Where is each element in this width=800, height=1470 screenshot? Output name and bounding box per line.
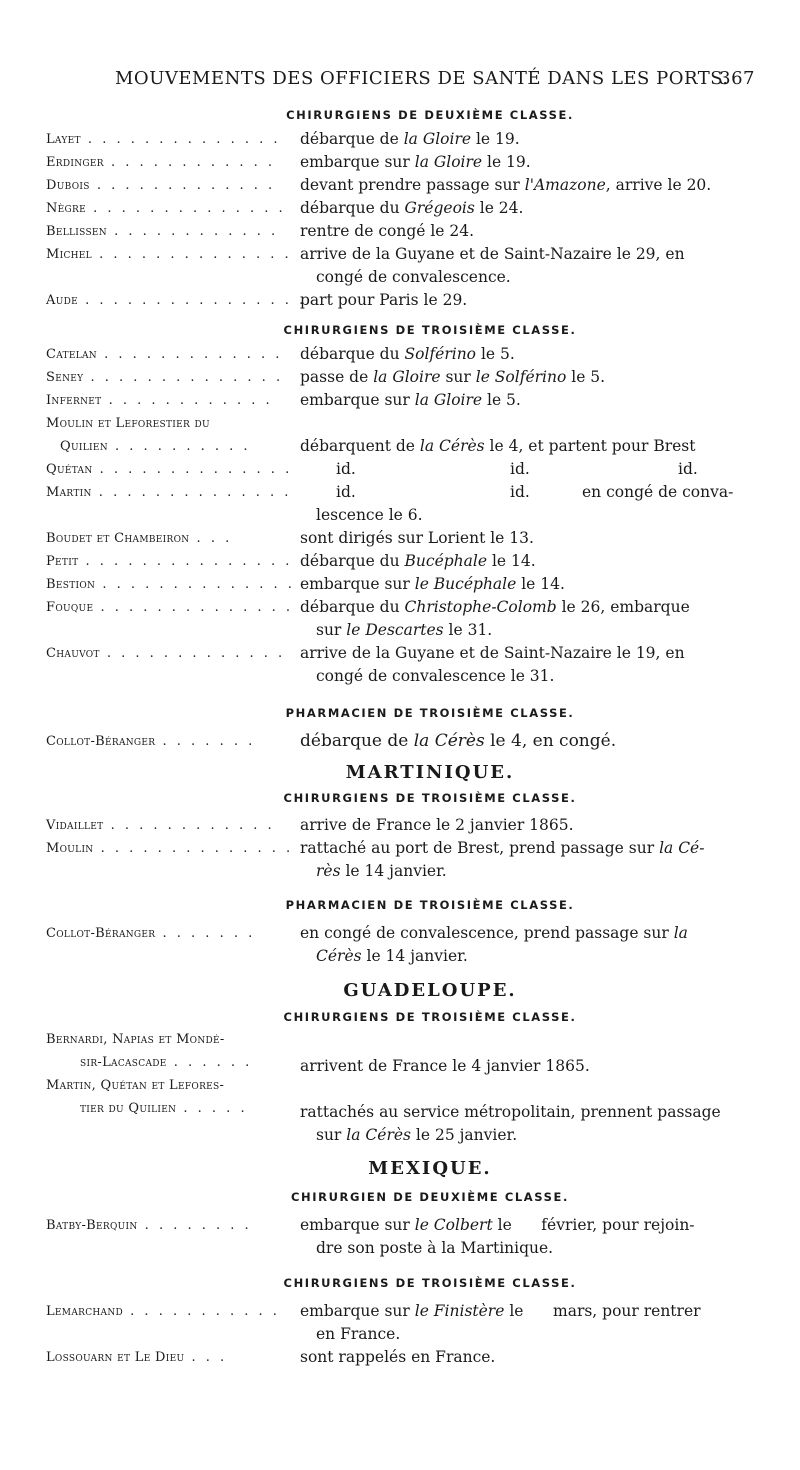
officer-name: Moulin et Leforestier du: [46, 416, 210, 431]
officer-name: Collot-Béranger . . . . . . .: [46, 926, 256, 941]
page-header: [115, 68, 755, 92]
officer-name: Bellissen . . . . . . . . . . . .: [46, 224, 279, 239]
officer-name: Erdinger . . . . . . . . . . . .: [46, 155, 276, 170]
ship-name: la: [673, 924, 688, 942]
ship-name: la Cérès: [413, 731, 485, 751]
officer-name: Bestion . . . . . . . . . . . . . .: [46, 577, 295, 592]
officer-name: Martin . . . . . . . . . . . . . .: [46, 485, 292, 500]
entry-text: débarque de la Gloire le 19.: [300, 130, 520, 148]
entry-text: arrive de la Guyane et de Saint-Nazaire le 19, en congé de convalescence le 31.: [300, 644, 685, 685]
colony-heading: MEXIQUE.: [368, 1158, 492, 1179]
document-page: MOUVEMENTS DES OFFICIERS DE SANTÉ DANS LES PORTS. 367 CHIRURGIENS DE DEUXIÈME CLASSE. Layet . . . . . . . . . . . . . . débarque de la Gloire le 19. Erdinger . . . . . . . . . . . . embarque sur la Gloire le 19. Dubois . . . . . . . . . . . . . devant prendre passage sur l'Amazone, arrive le 20. Nègre . . . . . . . . . . . . . . débarque du Grégeois le 24. Bellissen . . . . . . . . . . . . rentre de congé le 24. Michel . . . . . . . . . . . . . . arrive de la Guyane et de Saint-Nazaire le 29, en congé de convalescence. Aude . . . . . . . . . . . . . . . . part pour Paris le 29. CHIRURGIENS DE TROISIÈME CLASSE. Catelan . . . . . . . . . . . . . débarque du Solférino le 5. Seney . . . . . . . . . . . . . . passe de la Gloire sur le Solférino le 5. Infernet . . . . . . . . . . . . embarque sur la Gloire le 5. Moulin et Leforestier du Quilien . . . . . . . . . . débarquent de la Cérès le 4, et partent pour Brest Quétan . . . . . . . . . . . . . . id. id. id. Martin . . . . . . . . . . . . . . id. id. en congé de conva- lescence le 6. Boudet et Chambeiron . . . sont dirigés sur Lorient le 13. Petit . . . . . . . . . . . . . . . débarque du Bucéphale le 14. Bestion . . . . . . . . . . . . . . embarque sur le Bucéphale le 14. Fouque . . . . . . . . . . . . . . débarque du Christophe-Colomb le 26, embarque sur le Descartes le 31. Chauvot . . . . . . . . . . . . . arrive de la Guyane et de Saint-Nazaire le 19, en congé de convalescence le 31. PHARMACIEN DE TROISIÈME CLASSE. Collot-Béranger . . . . . . . débarque de la Cérès le 4, en congé. MARTINIQUE. CHIRURGIENS DE TROISIÈME CLASSE. Vidaillet . . . . . . . . . . . . arrive de France le 2 janvier 1865. Moulin . . . . . . . . . . . . . . rattaché au port de Brest, prend passage sur la Cé- rès le 14 janvier. PHARMACIEN DE TROISIÈME CLASSE. Collot-Béranger . . . . . . . en congé de convalescence, prend passage sur la Cérès le 14 janvier. GUADELOUPE. CHIRURGIENS DE TROISIÈME CLASSE. Bernardi, Napias et Mondé- sir-Lacascade . . . . . . Martin, Quétan et Lefores- tier du Quilien . . . . . arrivent de France le 4 janvier 1865. rattachés au service métropolitain, prennent passage sur la Cérès le 25 janvier. MEXIQUE. CHIRURGIEN DE DEUXIÈME CLASSE. Batby-Berquin . . . . . . . . embarque sur le Colbert le février, pour rejoin- dre son poste à la Martinique. CHIRURGIENS DE TROISIÈME CLASSE. Lemarchand . . . . . . . . . . . embarque sur le Finistère le mars, pour rentrer en France. Lossouarn et Le Dieu . . . sont rappelés en France.: [0, 0, 800, 1470]
officer-name: Nègre . . . . . . . . . . . . . .: [46, 201, 286, 216]
officer-name: Quétan . . . . . . . . . . . . . .: [46, 462, 293, 477]
entry-text: en congé de convalescence, prend passage sur la Cérès le 14 janvier.: [300, 924, 688, 965]
entry-text: embarque sur la Gloire le 19.: [300, 153, 531, 171]
section-heading: PHARMACIEN DE TROISIÈME CLASSE.: [285, 898, 575, 912]
ship-name: la Cé-: [659, 839, 705, 857]
ship-name: rès: [316, 862, 341, 880]
ship-name: le Solférino: [475, 368, 567, 386]
colony-heading: GUADELOUPE.: [343, 980, 517, 1001]
officer-name: Michel . . . . . . . . . . . . . .: [46, 247, 292, 262]
entry-text: arrive de la Guyane et de Saint-Nazaire le 29, en congé de convalescence.: [300, 245, 685, 286]
entry-text: rentre de congé le 24.: [300, 222, 475, 240]
entry-text: arrive de France le 2 janvier 1865.: [300, 816, 574, 834]
section-heading: PHARMACIEN DE TROISIÈME CLASSE.: [285, 706, 575, 720]
officer-name: tier du Quilien . . . . .: [80, 1101, 248, 1116]
ship-name: Solférino: [404, 345, 477, 363]
section-heading: CHIRURGIENS DE TROISIÈME CLASSE.: [283, 791, 577, 805]
officer-name: Layet . . . . . . . . . . . . . .: [46, 132, 281, 147]
section-heading: CHIRURGIEN DE DEUXIÈME CLASSE.: [291, 1190, 569, 1204]
officer-name: Moulin . . . . . . . . . . . . . .: [46, 841, 294, 856]
entry-text: débarque du Grégeois le 24.: [300, 199, 524, 217]
entry-text: embarque sur le Bucéphale le 14.: [300, 575, 565, 593]
entry-text: passe de la Gloire sur le Solférino le 5.: [300, 368, 606, 386]
entry-text: débarquent de la Cérès le 4, et partent pour Brest: [300, 437, 696, 455]
officer-name: Dubois . . . . . . . . . . . . .: [46, 178, 276, 193]
entry-text: embarque sur la Gloire le 5.: [300, 391, 521, 409]
colony-heading: MARTINIQUE.: [345, 762, 515, 783]
ship-name: Grégeois: [404, 199, 475, 217]
officer-name: Batby-Berquin . . . . . . . .: [46, 1218, 252, 1233]
section-heading: CHIRURGIENS DE DEUXIÈME CLASSE.: [286, 108, 574, 122]
officer-name: Lossouarn et Le Dieu . . .: [46, 1350, 228, 1365]
ship-name: le Colbert: [414, 1216, 493, 1234]
ship-name: la Gloire: [414, 391, 483, 409]
entry-text: débarque du Solférino le 5.: [300, 345, 515, 363]
officer-name: Infernet . . . . . . . . . . . .: [46, 393, 273, 408]
ship-name: la Cérès: [419, 437, 485, 455]
officer-name: Catelan . . . . . . . . . . . . .: [46, 347, 283, 362]
ship-name: le Descartes: [346, 621, 444, 639]
running-title: MOUVEMENTS DES OFFICIERS DE SANTÉ DANS LES PORTS.: [115, 68, 729, 89]
ship-name: Christophe-Colomb: [404, 598, 557, 616]
ship-name: la Cérès: [346, 1126, 411, 1144]
entry-text: sont rappelés en France.: [300, 1348, 496, 1366]
officer-name: Quilien . . . . . . . . . .: [60, 439, 251, 454]
officer-name: Boudet et Chambeiron . . .: [46, 531, 233, 546]
officer-name: Lemarchand . . . . . . . . . . .: [46, 1304, 280, 1319]
entry-text: débarque de la Cérès le 4, en congé.: [300, 731, 617, 751]
officer-name: Aude . . . . . . . . . . . . . . . .: [46, 293, 307, 308]
officer-name: sir-Lacascade . . . . . .: [80, 1055, 253, 1070]
entry-text: rattaché au port de Brest, prend passage sur la Cé- rès le 14 janvier.: [300, 839, 705, 880]
officer-name: Martin, Quétan et Lefores-: [46, 1078, 225, 1093]
officer-name: Petit . . . . . . . . . . . . . . .: [46, 554, 293, 569]
officer-name: Bernardi, Napias et Mondé-: [46, 1032, 225, 1047]
ship-name: la Gloire: [373, 368, 441, 386]
ship-name: Cérès: [316, 947, 362, 965]
officer-name: Fouque . . . . . . . . . . . . . .: [46, 600, 294, 615]
ship-name: le Finistère: [414, 1302, 505, 1320]
entry-text: sont dirigés sur Lorient le 13.: [300, 529, 534, 547]
ship-name: la Gloire: [403, 130, 472, 148]
officer-name: Chauvot . . . . . . . . . . . . .: [46, 646, 286, 661]
ship-name: le Bucéphale: [414, 575, 517, 593]
entry-text: part pour Paris le 29.: [300, 291, 468, 309]
page-number: 367: [719, 68, 755, 89]
officer-name: Collot-Béranger . . . . . . .: [46, 734, 256, 749]
officer-name: Seney . . . . . . . . . . . . . .: [46, 370, 284, 385]
entry-text: embarque sur le Finistère le mars, pour rentrer en France.: [300, 1302, 701, 1343]
section-heading: CHIRURGIENS DE TROISIÈME CLASSE.: [283, 323, 577, 337]
ship-name: la Gloire: [414, 153, 483, 171]
officer-name: Vidaillet . . . . . . . . . . . .: [46, 818, 275, 833]
section-heading: CHIRURGIENS DE TROISIÈME CLASSE.: [283, 1010, 577, 1024]
ship-name: Bucéphale: [404, 552, 488, 570]
section-heading: CHIRURGIENS DE TROISIÈME CLASSE.: [283, 1276, 577, 1290]
ship-name: l'Amazone: [524, 176, 606, 194]
entry-text: devant prendre passage sur l'Amazone, arrive le 20.: [300, 176, 712, 194]
entry-text: débarque du Bucéphale le 14.: [300, 552, 536, 570]
entry-text: embarque sur le Colbert le février, pour rejoin- dre son poste à la Martinique.: [300, 1216, 695, 1257]
entry-text: débarque du Christophe-Colomb le 26, embarque sur le Descartes le 31.: [300, 598, 690, 639]
